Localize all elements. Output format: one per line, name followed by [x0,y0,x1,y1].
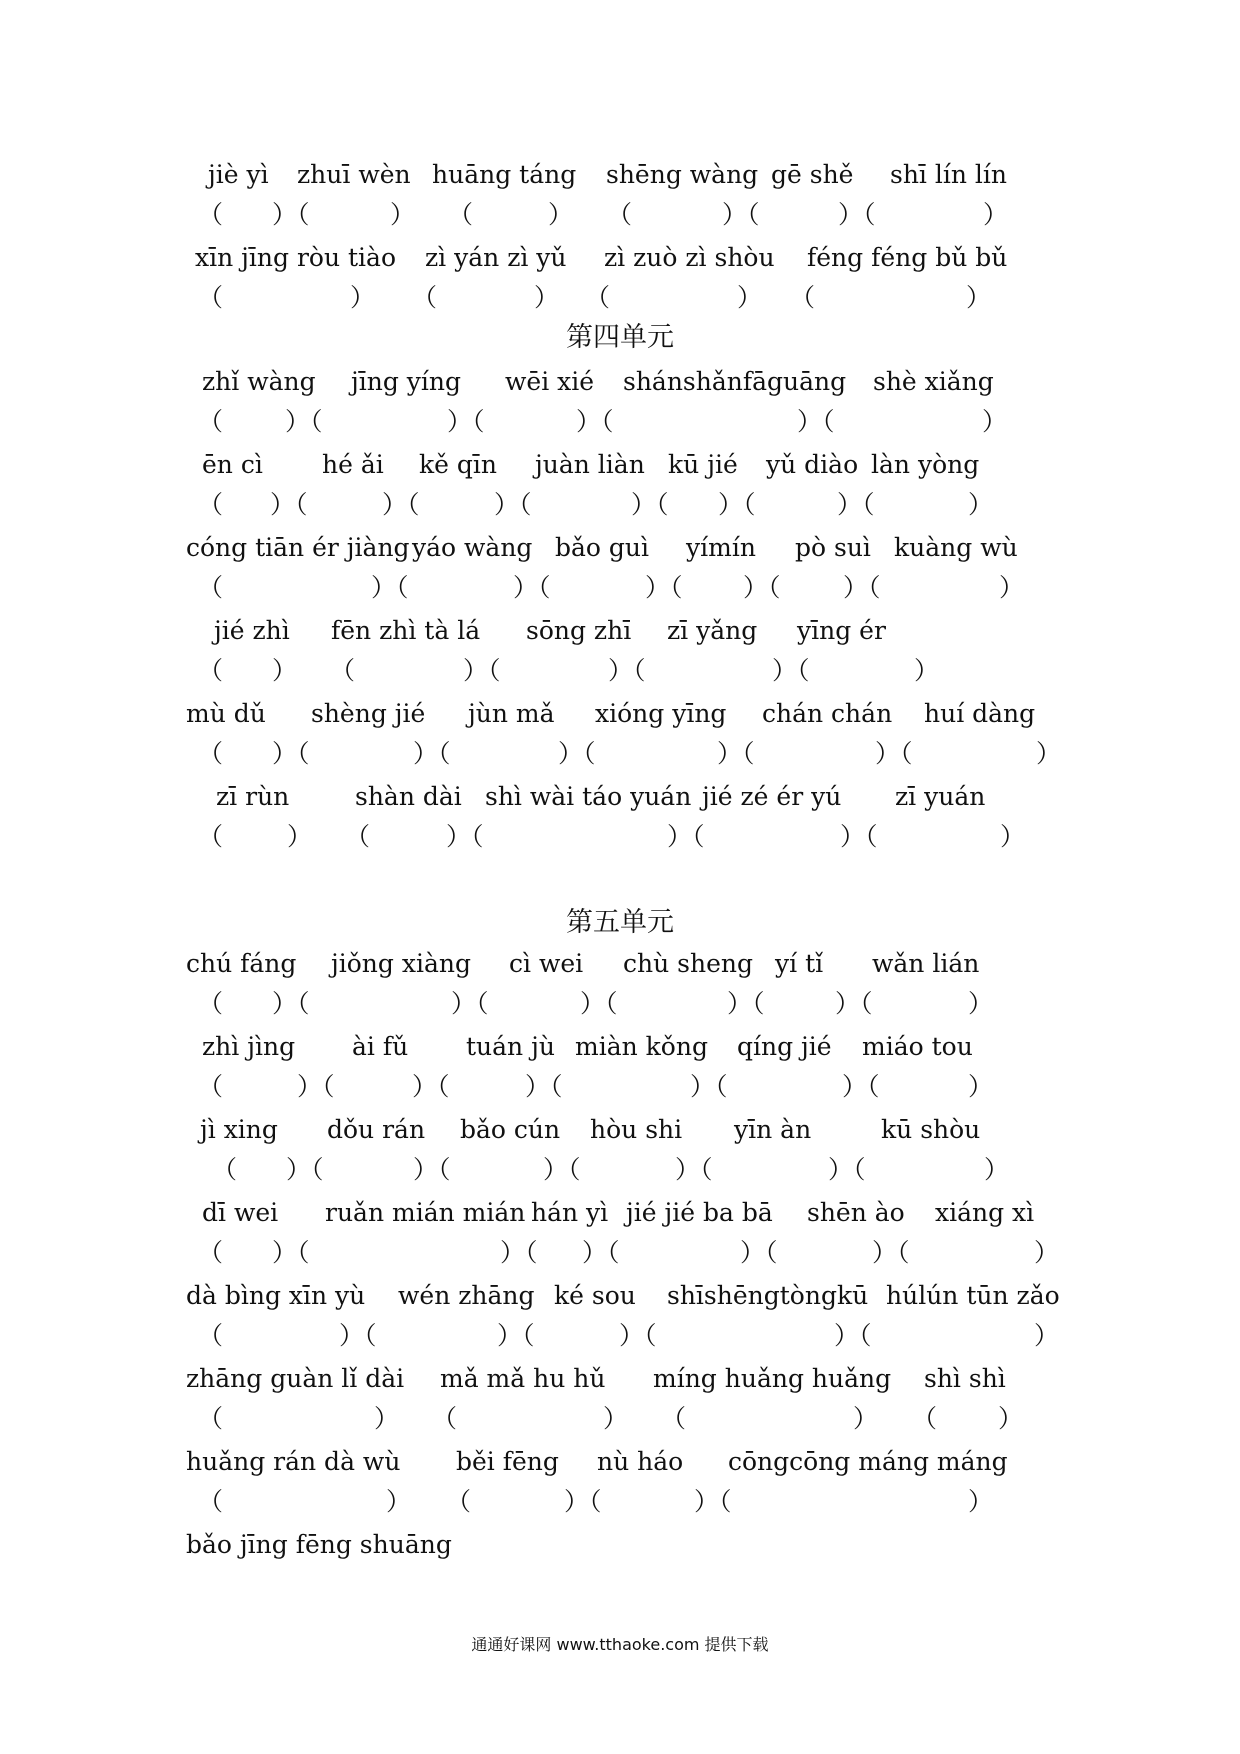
answer-bracket: （ [446,1487,472,1516]
pinyin-word: yáo wàng [412,533,533,562]
pinyin-word: jīng yíng [351,367,462,396]
answer-bracket: （ [198,1487,224,1516]
pinyin-word: jiè yì [208,160,269,189]
answer-bracket: （ [198,656,224,685]
answer-bracket: （ [448,200,474,229]
pinyin-word: xiáng xì [935,1198,1035,1227]
pinyin-row-10 [0,1027,1240,1067]
answer-bracket: （ [198,1404,224,1433]
answer-bracket: ）（ [451,989,489,1018]
answer-bracket: ）（ [743,573,781,602]
answer-bracket: ）（ [718,490,756,519]
answer-bracket: ） [737,283,763,312]
answer-bracket: ）（ [582,1238,620,1267]
pinyin-word: jiǒng xiàng [331,949,471,978]
answer-bracket: ） [374,1404,400,1433]
answer-bracket: （ [585,283,611,312]
pinyin-word: zì zuò zì shòu [604,243,775,272]
pinyin-row-3 [0,362,1240,402]
pinyin-word: jùn mǎ [468,699,555,728]
pinyin-word: ēn cì [202,450,263,479]
pinyin-word: shì wài táo yuán [485,782,692,811]
pinyin-word: yīn àn [734,1115,812,1144]
answer-bracket: ） [386,1487,412,1516]
answer-bracket: ） [1036,739,1062,768]
pinyin-word: shì shì [924,1364,1006,1393]
pinyin-word: shàn dài [355,782,462,811]
pinyin-row-9 [0,944,1240,984]
pinyin-word: chú fáng [186,949,297,978]
answer-row-13 [0,1316,1240,1356]
pinyin-word: làn yòng [871,450,980,479]
pinyin-word: dǒu rán [327,1115,426,1144]
pinyin-row-12 [0,1193,1240,1233]
answer-bracket: ）（ [675,1155,713,1184]
answer-bracket: ） [603,1404,629,1433]
answer-bracket: ）（ [838,200,876,229]
answer-bracket: ） [968,989,994,1018]
answer-bracket: （ [198,407,224,436]
answer-bracket: ）（ [727,989,765,1018]
pinyin-word: shēng wàng [606,160,759,189]
answer-bracket: （ [607,200,633,229]
answer-bracket: ）（ [837,490,875,519]
answer-bracket: ）（ [525,1072,563,1101]
pinyin-row-16 [0,1525,1240,1565]
answer-bracket: （ [198,283,224,312]
pinyin-word: shánshǎnfāguāng [623,367,847,396]
answer-row-3 [0,402,1240,442]
answer-bracket: ）（ [339,1321,377,1350]
pinyin-word: yímín [686,533,756,562]
answer-bracket: ） [999,573,1025,602]
pinyin-word: huāng táng [432,160,577,189]
answer-bracket: ）（ [840,822,878,851]
answer-bracket: ）（ [797,407,835,436]
pinyin-word: shè xiǎng [873,367,994,396]
pinyin-word: zhì jìng [202,1032,296,1061]
pinyin-word: juàn liàn [535,450,645,479]
pinyin-word: kū jié [668,450,738,479]
answer-bracket: ）（ [272,1238,310,1267]
pinyin-word: hán yì [531,1198,609,1227]
unit-5-heading: 第五单元 [566,907,674,938]
answer-bracket: ）（ [446,822,484,851]
answer-bracket: ）（ [580,989,618,1018]
pinyin-word: bǎo guì [555,533,650,562]
pinyin-word: zī yuán [895,782,986,811]
answer-bracket: ） [1034,1238,1060,1267]
pinyin-word: kě qīn [419,450,497,479]
pinyin-word: huí dàng [924,699,1036,728]
answer-bracket: ）（ [371,573,409,602]
pinyin-word: yǔ diào [766,450,859,479]
pinyin-row-14 [0,1359,1240,1399]
pinyin-word: húlún tūn zǎo [886,1281,1060,1310]
answer-bracket: （ [912,1404,938,1433]
pinyin-word: pò suì [795,533,871,562]
answer-bracket: （ [198,1238,224,1267]
pinyin-word: wēi xié [505,367,595,396]
answer-bracket: ）（ [772,656,810,685]
answer-bracket: ） [534,283,560,312]
answer-bracket: ）（ [558,739,596,768]
answer-bracket: ）（ [297,1072,335,1101]
answer-bracket: ）（ [835,989,873,1018]
pinyin-word: nù háo [597,1447,684,1476]
answer-bracket: ） [1000,822,1026,851]
pinyin-word: běi fēng [456,1447,559,1476]
answer-bracket: （ [212,1155,238,1184]
pinyin-word: dà bìng xīn yù [186,1281,366,1310]
answer-row-8 [0,817,1240,857]
pinyin-word: chù sheng [623,949,753,978]
answer-row-15 [0,1482,1240,1522]
pinyin-word: wǎn lián [872,949,980,978]
pinyin-word: míng huǎng huǎng [653,1364,892,1393]
unit-4-heading: 第四单元 [566,322,674,353]
pinyin-word: jì xing [200,1115,278,1144]
pinyin-word: miáo tou [862,1032,973,1061]
answer-bracket: （ [661,1404,687,1433]
pinyin-word: kuàng wù [894,533,1018,562]
answer-bracket: ）（ [500,1238,538,1267]
answer-bracket: ） [548,200,574,229]
answer-bracket: ） [350,283,376,312]
pinyin-word: shēn ào [807,1198,905,1227]
answer-bracket: ） [272,656,298,685]
answer-bracket: ） [966,283,992,312]
answer-bracket: ）（ [413,1155,451,1184]
answer-bracket: ） [982,407,1008,436]
pinyin-word: bǎo cún [460,1115,561,1144]
pinyin-word: cóng tiān ér jiàng [186,533,410,562]
pinyin-word: chán chán [762,699,893,728]
answer-bracket: （ [432,1404,458,1433]
answer-bracket: ）（ [286,1155,324,1184]
pinyin-word: shèng jié [311,699,426,728]
answer-row-12 [0,1233,1240,1273]
answer-bracket: （ [198,739,224,768]
pinyin-word: zì yán zì yǔ [425,243,567,272]
answer-bracket: （ [412,283,438,312]
answer-bracket: ）（ [690,1072,728,1101]
answer-bracket: ） [984,1155,1010,1184]
answer-bracket: （ [790,283,816,312]
answer-bracket: ）（ [872,1238,910,1267]
pinyin-word: qíng jié [737,1032,832,1061]
answer-row-10 [0,1067,1240,1107]
pinyin-word: cì wei [509,949,584,978]
answer-row-9 [0,984,1240,1024]
pinyin-word: sōng zhī [526,616,632,645]
answer-bracket: （ [345,822,371,851]
answer-bracket: ）（ [608,656,646,685]
answer-bracket: ）（ [631,490,669,519]
answer-bracket: ）（ [843,573,881,602]
answer-bracket: ）（ [463,656,501,685]
answer-bracket: ）（ [270,490,308,519]
pinyin-word: hé ǎi [322,450,384,479]
answer-bracket: ） [390,200,416,229]
answer-bracket: ）（ [834,1321,872,1350]
answer-row-1 [0,195,1240,235]
answer-bracket: ） [853,1404,879,1433]
answer-bracket: ） [983,200,1009,229]
answer-bracket: ）（ [740,1238,778,1267]
answer-bracket: （ [198,200,224,229]
answer-row-14 [0,1399,1240,1439]
answer-bracket: （ [330,656,356,685]
answer-bracket: （ [198,490,224,519]
pinyin-row-4 [0,445,1240,485]
answer-bracket: ）（ [564,1487,602,1516]
pinyin-word: kū shòu [881,1115,981,1144]
pinyin-word: cōngcōng máng máng [728,1447,1008,1476]
answer-bracket: ）（ [667,822,705,851]
pinyin-row-11 [0,1110,1240,1150]
pinyin-word: fēn zhì tà lá [331,616,481,645]
answer-bracket: ）（ [717,739,755,768]
pinyin-row-2 [0,238,1240,278]
pinyin-word: zī yǎng [667,616,758,645]
answer-bracket: ）（ [694,1487,732,1516]
pinyin-row-5 [0,528,1240,568]
answer-row-7 [0,734,1240,774]
answer-bracket: （ [198,822,224,851]
answer-bracket: ）（ [285,407,323,436]
answer-bracket: ）（ [412,1072,450,1101]
answer-bracket: ）（ [619,1321,657,1350]
pinyin-word: tuán jù [466,1032,555,1061]
pinyin-word: jié zé ér yú [702,782,842,811]
answer-bracket: ） [1034,1321,1060,1350]
answer-bracket: ）（ [576,407,614,436]
pinyin-word: wén zhāng [398,1281,535,1310]
pinyin-word: mù dǔ [186,699,266,728]
pinyin-word: hòu shi [590,1115,683,1144]
answer-row-2 [0,278,1240,318]
answer-bracket: （ [198,1072,224,1101]
answer-bracket: ） [968,490,994,519]
pinyin-word: huǎng rán dà wù [186,1447,401,1476]
footer-credit: 通通好课网 www.tthaoke.com 提供下载 [471,1635,769,1654]
answer-bracket: ） [998,1404,1024,1433]
answer-bracket: ）（ [382,490,420,519]
answer-bracket: ） [287,822,313,851]
pinyin-row-7 [0,694,1240,734]
answer-row-4 [0,485,1240,525]
pinyin-word: jié zhì [214,616,290,645]
pinyin-row-8 [0,777,1240,817]
pinyin-row-1 [0,155,1240,195]
pinyin-row-6 [0,611,1240,651]
answer-bracket: ）（ [494,490,532,519]
answer-bracket: ）（ [413,739,451,768]
pinyin-word: féng féng bǔ bǔ [807,243,1008,272]
pinyin-row-13 [0,1276,1240,1316]
answer-row-11 [0,1150,1240,1190]
answer-bracket: ）（ [272,739,310,768]
answer-bracket: （ [198,573,224,602]
pinyin-word: ài fǔ [352,1032,409,1061]
answer-bracket: ）（ [645,573,683,602]
pinyin-word: shīshēngtòngkū [667,1281,869,1310]
answer-bracket: ）（ [272,200,310,229]
answer-bracket: ）（ [513,573,551,602]
pinyin-word: yīng ér [797,616,886,645]
answer-bracket: ）（ [828,1155,866,1184]
pinyin-word: zhǐ wàng [202,367,316,396]
answer-bracket: （ [198,989,224,1018]
pinyin-word: miàn kǒng [575,1032,708,1061]
answer-bracket: ）（ [447,407,485,436]
pinyin-word: dī wei [202,1198,279,1227]
answer-row-6 [0,651,1240,691]
pinyin-row-15 [0,1442,1240,1482]
pinyin-word: ruǎn mián mián [325,1198,526,1227]
answer-bracket: ）（ [722,200,760,229]
answer-bracket: ）（ [497,1321,535,1350]
answer-bracket: （ [198,1321,224,1350]
answer-bracket: ）（ [543,1155,581,1184]
answer-bracket: ）（ [272,989,310,1018]
answer-bracket: ） [968,1487,994,1516]
answer-bracket: ）（ [842,1072,880,1101]
pinyin-word: shī lín lín [890,160,1008,189]
pinyin-word: bǎo jīng fēng shuāng [186,1530,452,1559]
answer-bracket: ） [968,1072,994,1101]
pinyin-word: zhuī wèn [297,160,411,189]
pinyin-word: gē shě [771,160,854,189]
pinyin-word: zī rùn [216,782,290,811]
pinyin-word: jié jié ba bā [626,1198,773,1227]
pinyin-word: mǎ mǎ hu hǔ [440,1364,606,1393]
pinyin-word: xióng yīng [595,699,727,728]
answer-bracket: ） [914,656,940,685]
pinyin-word: zhāng guàn lǐ dài [186,1364,405,1393]
pinyin-word: yí tǐ [775,949,824,978]
pinyin-word: ké sou [554,1281,636,1310]
answer-bracket: ）（ [875,739,913,768]
answer-row-5 [0,568,1240,608]
pinyin-word: xīn jīng ròu tiào [195,243,396,272]
